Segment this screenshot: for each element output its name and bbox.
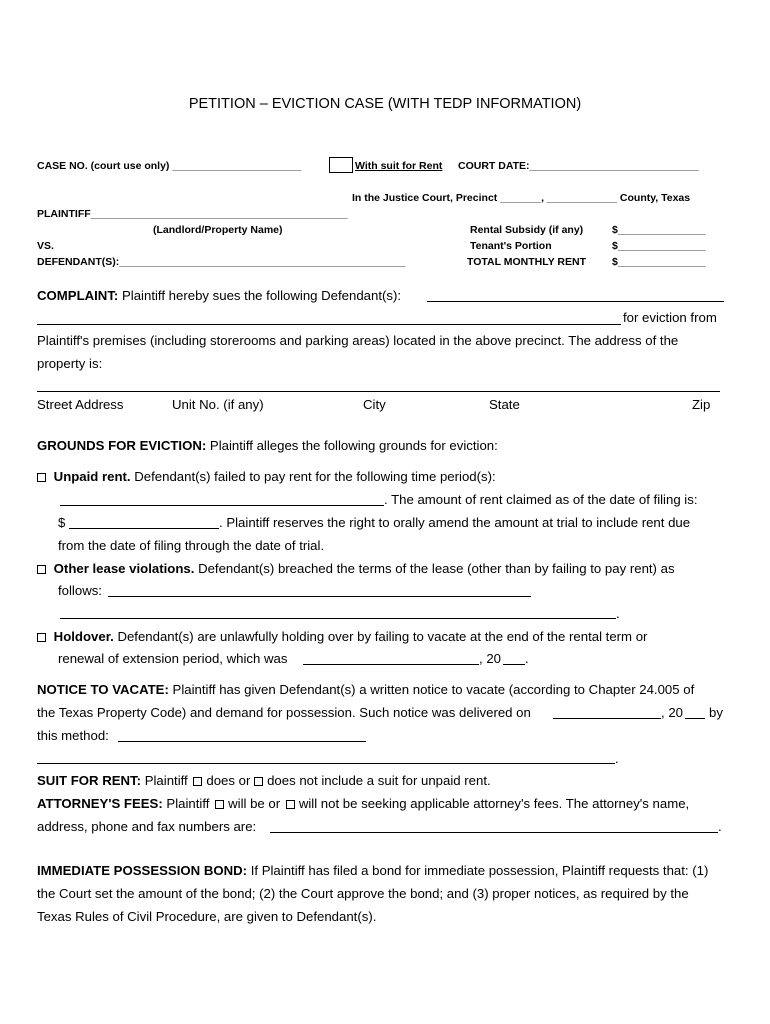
bond-line-1 (37, 863, 708, 878)
defendant-name-line-1[interactable] (427, 301, 724, 302)
reserves-text: . Plaintiff reserves the right to orally amend the amount at trial to include rent due (219, 515, 691, 530)
suit-for-rent-checkbox[interactable] (329, 157, 353, 173)
rental-subsidy-amount[interactable]: $_______________ (612, 224, 706, 236)
suit-does-label: does or (206, 773, 251, 788)
time-period-line[interactable] (60, 505, 384, 506)
suit-does-not-label: does not include a suit for unpaid rent. (267, 773, 491, 788)
bond-text-2: the Court set the amount of the bond; (2) the Court approve the bond; and (3) proper notices, as required by the (37, 886, 689, 901)
city-caption: City (363, 397, 386, 412)
other-violations-label: Other lease violations. (53, 561, 195, 576)
complaint-label: COMPLAINT: (37, 288, 119, 303)
unpaid-rent-text: Defendant(s) failed to pay rent for the following time period(s): (134, 469, 496, 484)
from-date-text: from the date of filing through the date of trial. (58, 538, 325, 553)
rent-amount-line[interactable] (69, 528, 219, 529)
holdover-year-line[interactable] (503, 664, 525, 665)
court-date-field[interactable]: COURT DATE:_____________________________ (458, 160, 699, 172)
other-violations-text: Defendant(s) breached the terms of the lease (other than by failing to pay rent) as (198, 561, 675, 576)
attorney-address-label: address, phone and fax numbers are: (37, 819, 257, 834)
suit-does-checkbox[interactable] (193, 777, 202, 786)
holdover-date-line[interactable] (303, 664, 479, 665)
attorney-period: . (718, 819, 722, 834)
total-rent-label: TOTAL MONTHLY RENT (467, 256, 587, 268)
notice-year-line[interactable] (685, 718, 705, 719)
attorney-will-not-label: will not be seeking applicable attorney's fees. The attorney's name, (298, 796, 690, 811)
bond-text-1: If Plaintiff has filed a bond for immediate possession, Plaintiff requests that: (1) (250, 863, 709, 878)
for-eviction-from: for eviction from (623, 310, 717, 325)
dollar-sign: $ (58, 515, 66, 530)
notice-line-1 (37, 682, 694, 697)
justice-court-line[interactable]: In the Justice Court, Precinct _______, ____________ County, Texas (352, 192, 691, 204)
holdover-year-prefix: , 20 (479, 651, 501, 666)
suit-for-rent-section-label: SUIT FOR RENT: (37, 773, 142, 788)
plaintiff-field[interactable]: PLAINTIFF____________________________________________ (37, 208, 348, 220)
attorney-will-not-checkbox[interactable] (286, 800, 295, 809)
street-address-caption: Street Address (37, 397, 124, 412)
complaint-line-1 (37, 288, 401, 303)
this-method-label: this method: (37, 728, 109, 743)
bond-text-3: Texas Rules of Civil Procedure, are given to Defendant(s). (37, 909, 377, 924)
method-line-1[interactable] (118, 741, 366, 742)
follows-line-2[interactable] (60, 618, 616, 619)
suit-for-rent-label: With suit for Rent (355, 160, 443, 172)
total-rent-amount[interactable]: $_______________ (612, 256, 706, 268)
method-period: . (615, 751, 619, 766)
notice-by: by (709, 705, 723, 720)
property-is-text: property is: (37, 356, 103, 371)
bond-label: IMMEDIATE POSSESSION BOND: (37, 863, 248, 878)
notice-text-2: the Texas Property Code) and demand for possession. Such notice was delivered on (37, 705, 531, 720)
unit-no-caption: Unit No. (if any) (172, 397, 264, 412)
suit-plaintiff: Plaintiff (144, 773, 188, 788)
amount-claimed-text: . The amount of rent claimed as of the date of filing is: (384, 492, 698, 507)
suit-for-rent-line (37, 773, 491, 788)
grounds-line (37, 438, 498, 453)
landlord-caption: (Landlord/Property Name) (153, 224, 283, 236)
zip-caption: Zip (692, 397, 711, 412)
premises-text: Plaintiff's premises (including storerooms and parking areas) located in the above precinct. The address of the (37, 333, 679, 348)
grounds-text: Plaintiff alleges the following grounds for eviction: (209, 438, 498, 453)
state-caption: State (489, 397, 520, 412)
defendant-name-line-2[interactable] (37, 324, 621, 325)
notice-label: NOTICE TO VACATE: (37, 682, 169, 697)
defendant-field[interactable]: DEFENDANT(S):_________________________________________________ (37, 256, 406, 268)
follows-period: . (616, 606, 620, 621)
tenants-portion-label: Tenant's Portion (470, 240, 552, 252)
suit-does-not-checkbox[interactable] (254, 777, 263, 786)
address-line[interactable] (37, 391, 720, 392)
case-no-field[interactable]: CASE NO. (court use only) ______________________ (37, 160, 301, 172)
notice-year: , 20 (661, 705, 683, 720)
follows-label: follows: (58, 583, 102, 598)
vs-label: VS. (37, 240, 54, 252)
grounds-label: GROUNDS FOR EVICTION: (37, 438, 207, 453)
renewal-text: renewal of extension period, which was (58, 651, 288, 666)
attorney-address-line[interactable] (270, 832, 718, 833)
other-violations-checkbox[interactable] (37, 565, 46, 574)
notice-text-1: Plaintiff has given Defendant(s) a written notice to vacate (according to Chapter 24.005 of (172, 682, 695, 697)
page-title: PETITION – EVICTION CASE (WITH TEDP INFORMATION) (188, 96, 582, 112)
attorney-line (37, 796, 689, 811)
attorney-label: ATTORNEY'S FEES: (37, 796, 163, 811)
unpaid-rent-line (37, 469, 496, 484)
holdover-line (37, 629, 647, 644)
follows-line-1[interactable] (108, 596, 531, 597)
tenants-portion-amount[interactable]: $_______________ (612, 240, 706, 252)
holdover-checkbox[interactable] (37, 633, 46, 642)
holdover-year-suffix: . (525, 651, 529, 666)
attorney-plaintiff: Plaintiff (166, 796, 210, 811)
notice-date-line[interactable] (553, 718, 661, 719)
holdover-label: Holdover. (53, 629, 114, 644)
unpaid-rent-checkbox[interactable] (37, 473, 46, 482)
attorney-will-be-checkbox[interactable] (215, 800, 224, 809)
other-violations-line (37, 561, 675, 576)
holdover-text: Defendant(s) are unlawfully holding over by failing to vacate at the end of the rental term or (117, 629, 648, 644)
unpaid-rent-label: Unpaid rent. (53, 469, 131, 484)
method-line-2[interactable] (37, 763, 615, 764)
complaint-text: Plaintiff hereby sues the following Defendant(s): (122, 288, 402, 303)
rental-subsidy-label: Rental Subsidy (if any) (470, 224, 584, 236)
attorney-will-be-label: will be or (228, 796, 281, 811)
